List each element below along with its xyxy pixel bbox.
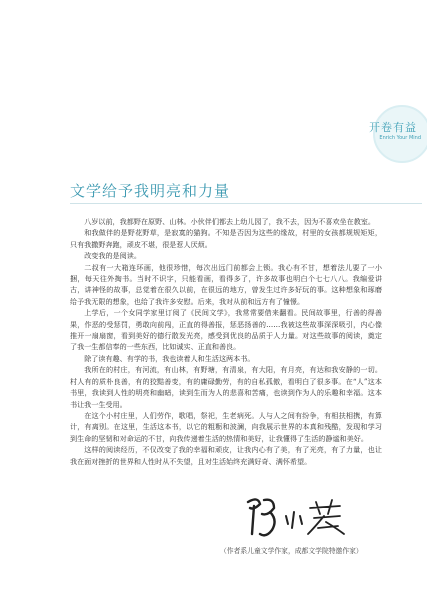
column-badge [371, 105, 427, 157]
article-title: 文学给予我明亮和力量 [70, 182, 231, 200]
paragraph: 二叔有一大箱连环画，他很珍惜，每次出远门前都会上锁。我心有不甘，想着法儿要了一小捆，每天往外掏书。当时不识字，只能看画，看得多了，许多故事也明白个七七八八。我编爱讲古，讲神怪的故事，总觉着在很久以前，在很远的地方，曾发生过许多好玩的事。这种想象和琢磨给予我无限的想象，也给了我许多安慰。后来，我对从前和远方有了憧憬。 [70, 262, 382, 306]
badge-label-cn: 开卷有益 [369, 121, 417, 134]
paragraph: 上学后，一个女同学家里订阅了《民间文学》，我常常要借来翻看。民间故事里，行善的得善果，作恶的受惩罚，勇敢向前闯，正直的得善报，惩恶扬善的……我被这些故事深深吸引，内心像推开一扇扇窗，看到美好的德行散发光亮，感受到优良的品质于人力量。对这些故事的阅读，奠定了我一生都信奉的一些东西，比如诚实、正直和善良。 [70, 308, 382, 352]
article-body [70, 216, 382, 467]
paragraph: 和我做伴的是野花野草，是寂寞的猫狗。不知是否因为这些的缘故，村里的女孩都规规矩矩，只有我撒野奔跑，顽皮不堪，很是惹人厌烦。 [70, 228, 382, 249]
author-credit: （作者系儿童文学作家，成都文学院特邀作家） [220, 547, 363, 555]
paragraph: 我所在的村庄，有河流，有山林，有野塘，有清泉，有大阳，有月亮，有达和我安静的一切。村人有的质朴良善，有的狡黠善变，有的庸碌勤劳，有的自私孤傲，看明白了很多事。在“人”这本书里，我读到人性的明亮和幽暗，读到生而为人的悲喜和苦痛，也读到作为人的乐趣和幸福。这本书让我一生受用。 [70, 365, 382, 409]
paragraph: 这样的阅读经历，不仅改变了我的幸福和顽皮，让我内心有了美，有了光亮，有了力量，也让我在面对挫折的世界和人性时从不失望，且对生活始终充满好奇、满怀希望。 [70, 445, 382, 466]
header-blank [0, 0, 427, 108]
paragraph: 八岁以前，我都野在原野、山林。小伙伴们都去上幼儿园了，我不去，因为不喜欢坐在教室。 [84, 217, 376, 226]
paragraph: 在这个小村庄里，人们劳作，歌唱，祭祀，生老病死。人与人之间有纷争，有相扶相携，有算计，有离别。在这里，生活这本书，以它的粗粝和波澜，向我展示世界的本真和残酷，发现和学习到生命的坚韧和对命运的不甘，向我传递着生活的热情和美好，让我懂得了生活的静谧和美好。 [70, 410, 382, 443]
paragraph: 除了读有趣、有学的书，我也读着人和生活这两本书。 [84, 353, 255, 363]
author-signature [244, 494, 352, 542]
paragraph: 改变我的是阅读。 [84, 251, 141, 261]
badge-label-en: Enrich Your Mind [379, 135, 421, 141]
title-divider [70, 203, 422, 204]
